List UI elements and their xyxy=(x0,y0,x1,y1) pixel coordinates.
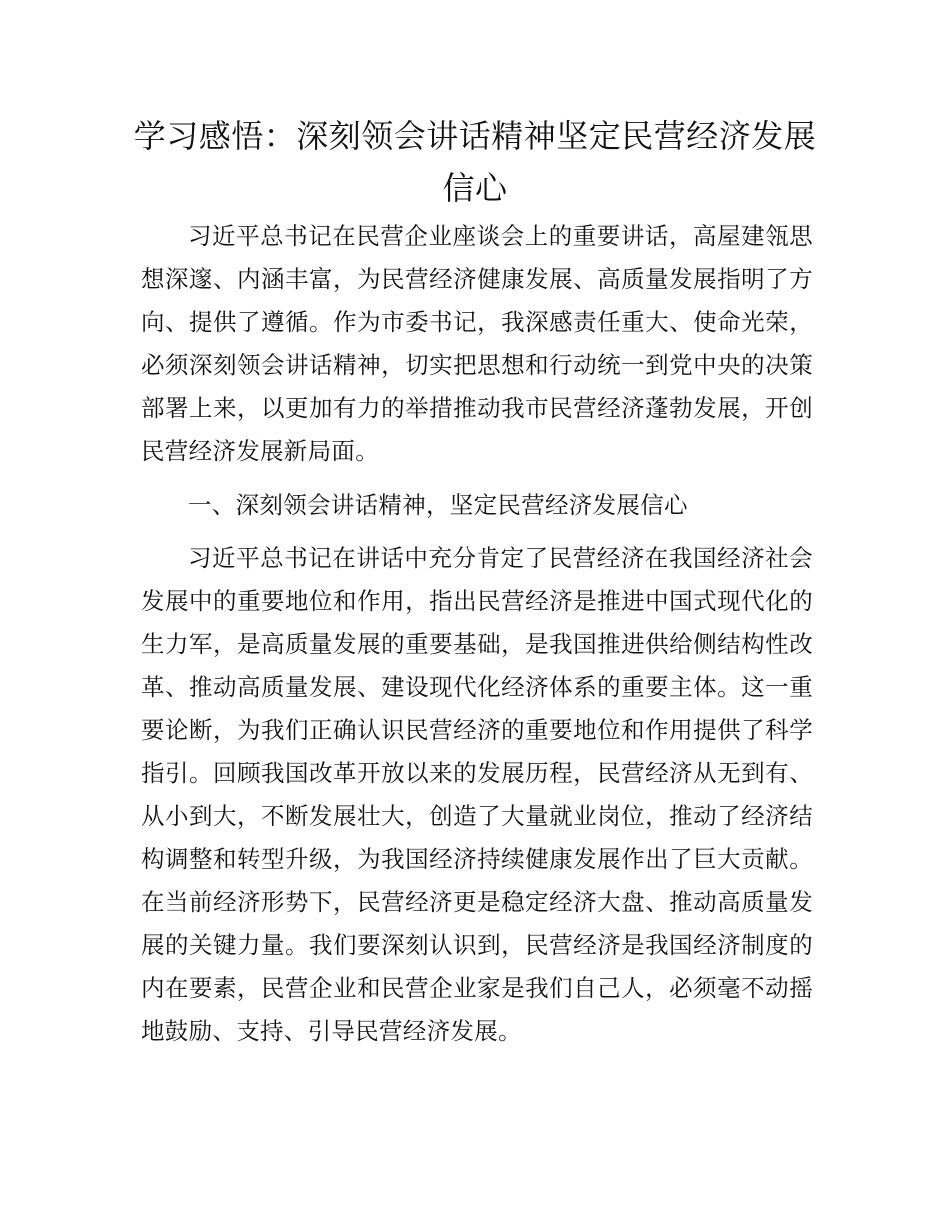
section-paragraph: 习近平总书记在讲话中充分肯定了民营经济在我国经济社会发展中的重要地位和作用，指出民营经济是推进中国式现代化的生力军，是高质量发展的重要基础，是我国推进供给侧结构性改革、推动高质量发展、建设现代化经济体系的重要主体。这一重要论断，为我们正确认识民营经济的重要地位和作用提供了科学指引。回顾我国改革开放以来的发展历程，民营经济从无到有、从小到大，不断发展壮大，创造了大量就业岗位，推动了经济结构调整和转型升级，为我国经济持续健康发展作出了巨大贡献。在当前经济形势下，民营经济更是稳定经济大盘、推动高质量发展的关键力量。我们要深刻认识到，民营经济是我国经济制度的内在要素，民营企业和民营企业家是我们自己人，必须毫不动摇地鼓励、支持、引导民营经济发展。 xyxy=(141,544,813,1045)
intro-paragraph: 习近平总书记在民营企业座谈会上的重要讲话，高屋建瓴思想深邃、内涵丰富，为民营经济健康发展、高质量发展指明了方向、提供了遵循。作为市委书记，我深感责任重大、使命光荣，必须深刻领会讲话精神，切实把思想和行动统一到党中央的决策部署上来，以更加有力的举措推动我市民营经济蓬勃发展，开创民营经济发展新局面。 xyxy=(141,222,813,465)
section-heading: 一、深刻领会讲话精神，坚定民营经济发展信心 xyxy=(188,491,688,519)
document-title: 学习感悟：深刻领会讲话精神坚定民营经济发展信心 xyxy=(133,117,817,207)
